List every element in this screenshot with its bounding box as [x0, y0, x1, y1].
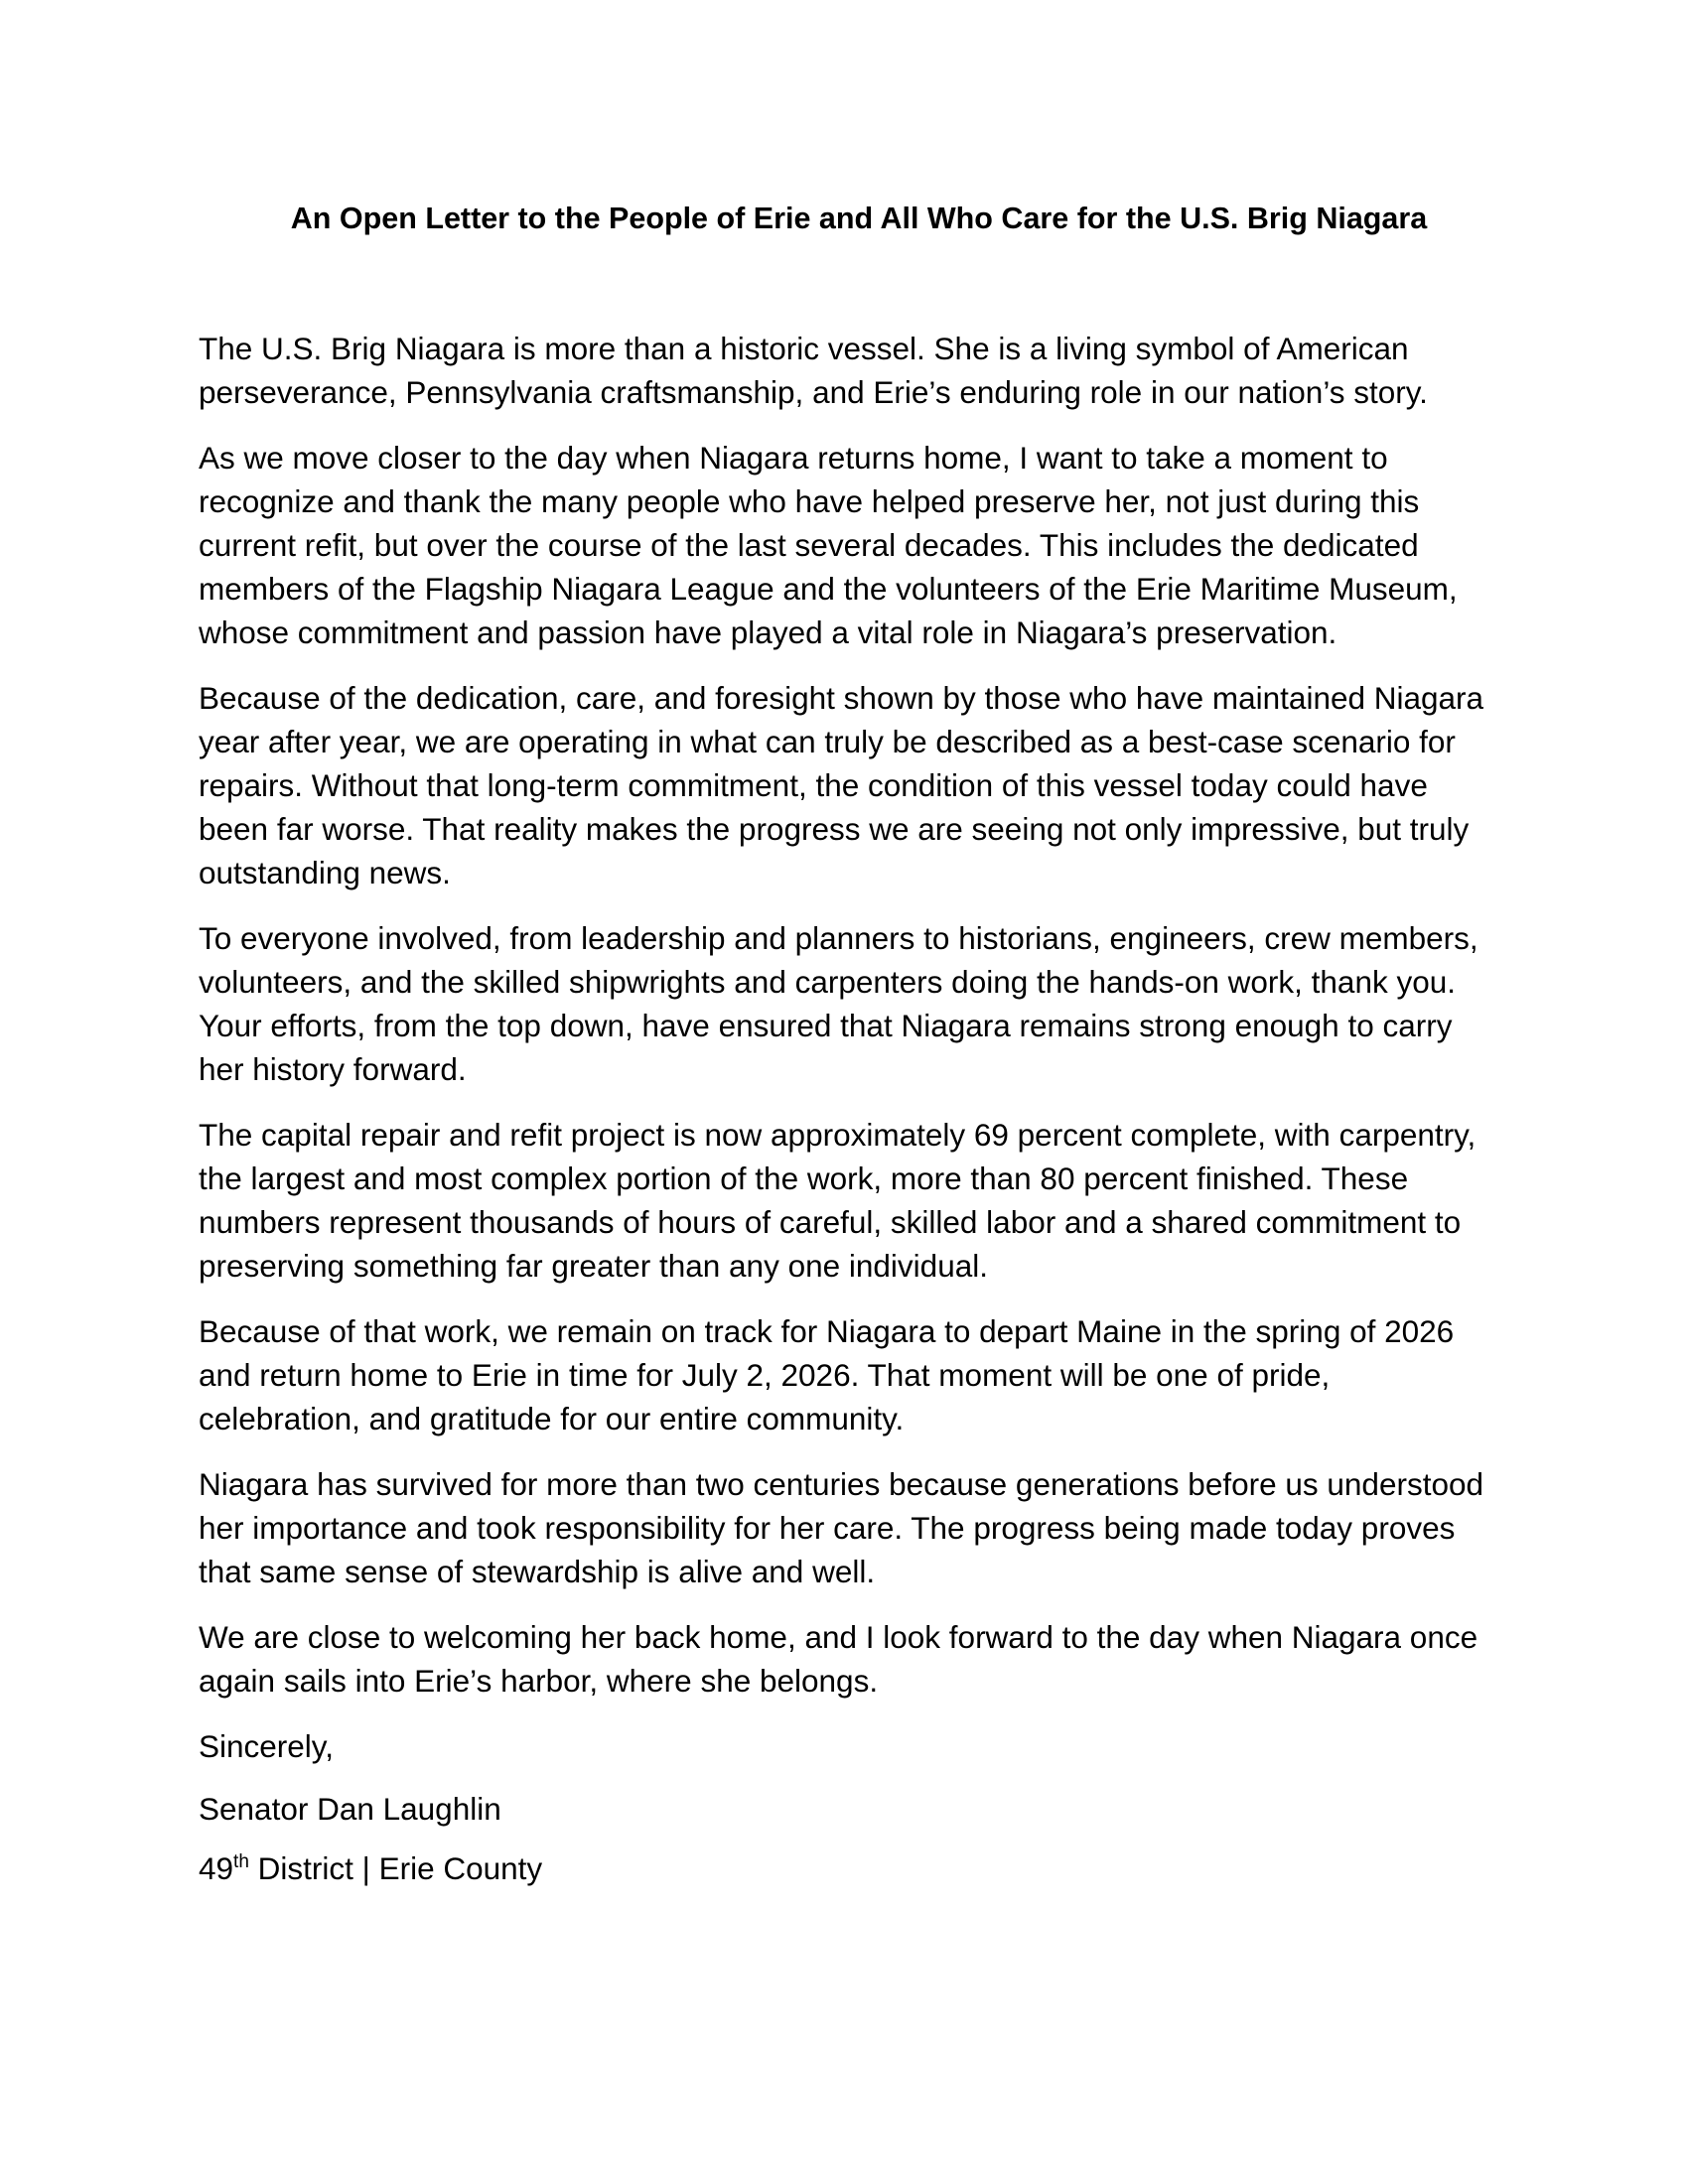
paragraph-6: Because of that work, we remain on track for Niagara to depart Maine in the spring of 2026 and return home to Erie in time for July 2, 2026. That moment will be one of pride, celebration, and gratitude for our entire community. [199, 1313, 1455, 1436]
paragraph-7: Niagara has survived for more than two centuries because generations before us understood her importance and took responsibility for her care. The progress being made today proves that same sense of stewardship is alive and well. [199, 1466, 1484, 1589]
district-number: 49 [199, 1850, 234, 1886]
signature-block [199, 1790, 1499, 1887]
signature-district [199, 1849, 1499, 1887]
paragraph-2: As we move closer to the day when Niagara returns home, I want to take a moment to recognize and thank the many people who have helped preserve her, not just during this current refit, but over the course of the last several decades. This includes the dedicated members of the Flagship Niagara League and the volunteers of the Erie Maritime Museum, whose commitment and passion have played a vital role in Niagara’s preservation. [199, 440, 1458, 650]
district-ordinal-suffix: th [233, 1851, 249, 1872]
district-rest: District | Erie County [248, 1850, 543, 1886]
paragraph-1: The U.S. Brig Niagara is more than a historic vessel. She is a living symbol of American perseverance, Pennsylvania craftsmanship, and Erie’s enduring role in our nation’s story. [199, 331, 1428, 410]
paragraph-8: We are close to welcoming her back home, and I look forward to the day when Niagara once again sails into Erie’s harbor, where she belongs. [199, 1619, 1478, 1699]
letter-title: An Open Letter to the People of Erie and All Who Care for the U.S. Brig Niagara [290, 202, 1428, 235]
letter-body [199, 327, 1499, 1909]
letter-closing: Sincerely, [199, 1728, 334, 1764]
paragraph-3: Because of the dedication, care, and foresight shown by those who have maintained Niagara year after year, we are operating in what can truly be described as a best-case scenario for repairs. Without that long-term commitment, the condition of this vessel today could have been far worse. That reality makes the progress we are seeing not only impressive, but truly outstanding news. [199, 680, 1484, 890]
paragraph-4: To everyone involved, from leadership and planners to historians, engineers, crew members, volunteers, and the skilled shipwrights and carpenters doing the hands-on work, thank you. Your efforts, from the top down, have ensured that Niagara remains strong enough to carry her history forward. [199, 920, 1478, 1087]
paragraph-5: The capital repair and refit project is now approximately 69 percent complete, with carpentry, the largest and most complex portion of the work, more than 80 percent finished. These numbers represent thousands of hours of careful, skilled labor and a shared commitment to preserving something far greater than any one individual. [199, 1117, 1477, 1284]
signature-name: Senator Dan Laughlin [199, 1791, 501, 1827]
